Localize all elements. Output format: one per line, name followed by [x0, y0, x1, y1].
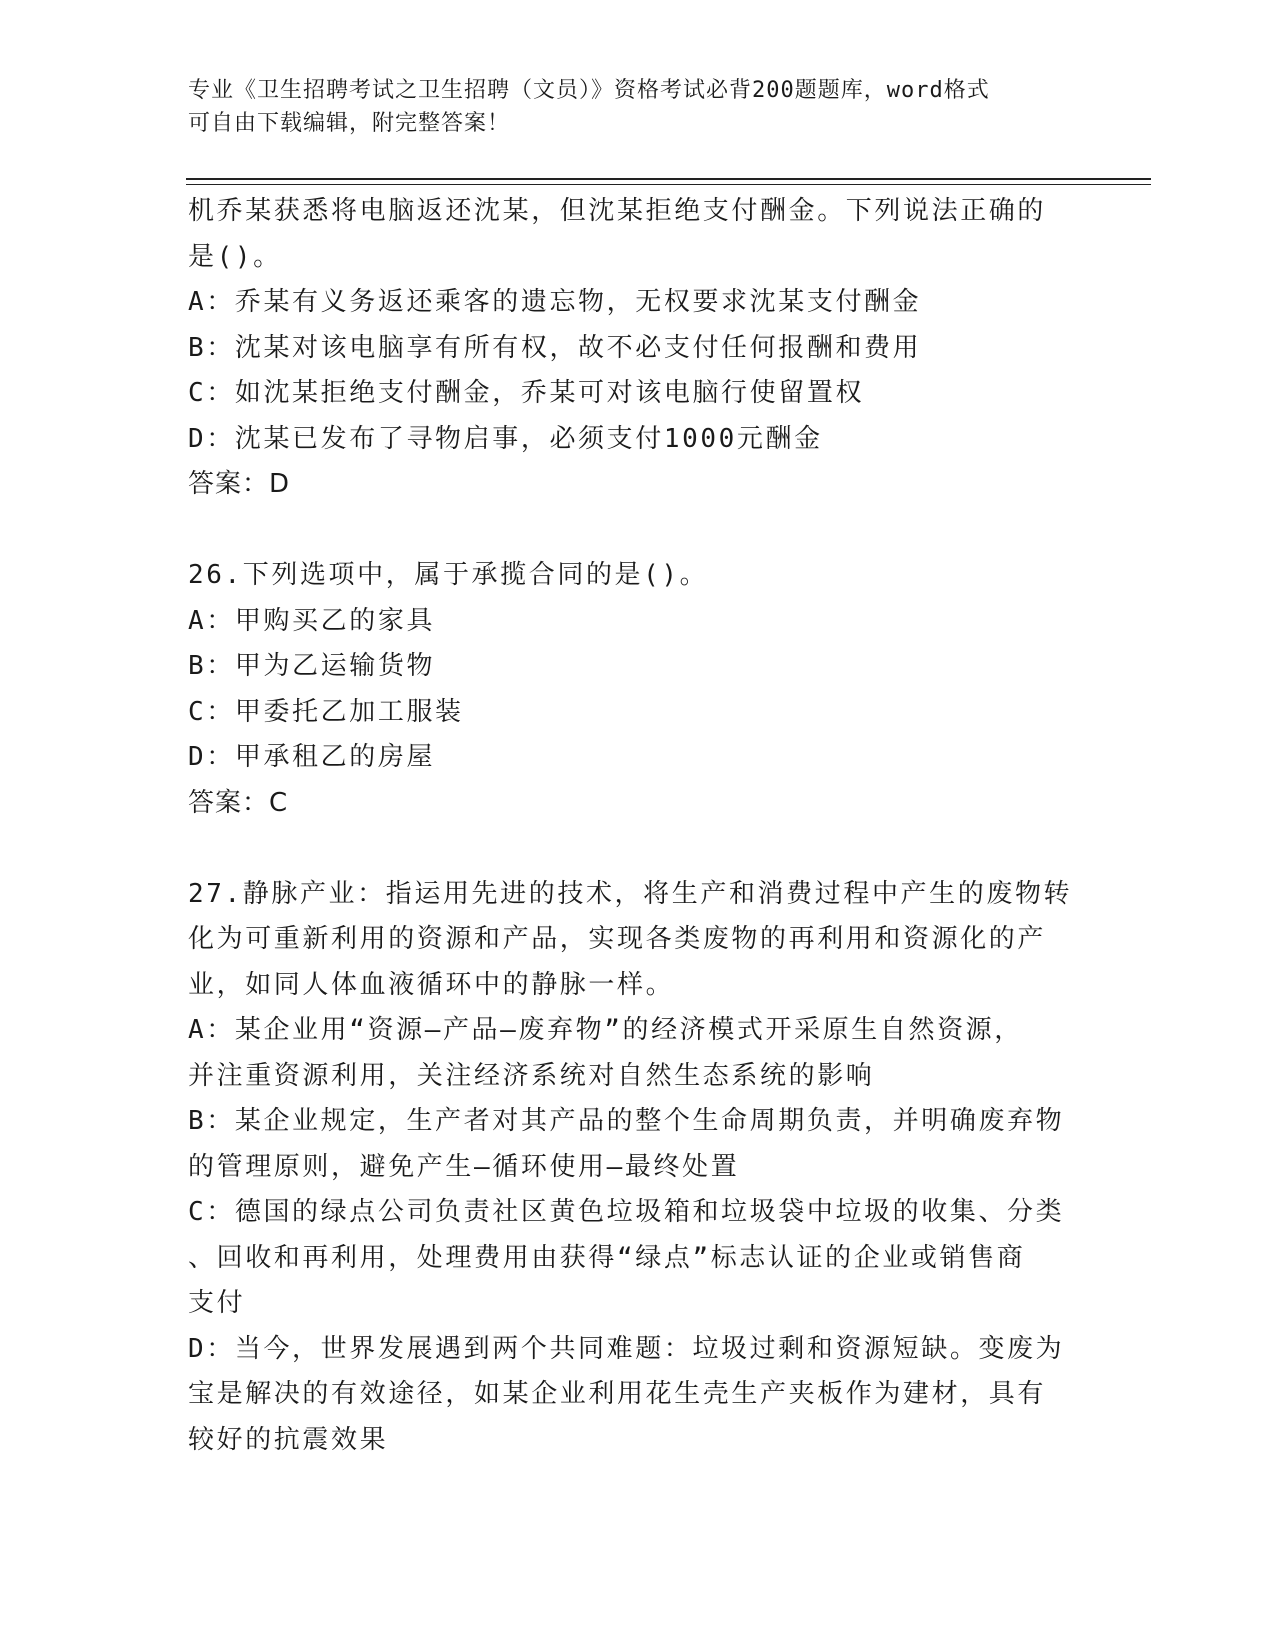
answer: 答案：C [188, 787, 289, 818]
question-25 [188, 189, 1088, 508]
header-line: 专业《卫生招聘考试之卫生招聘（文员）》资格考试必背200题题库，word格式 [188, 78, 990, 103]
option-b: B：某企业规定，生产者对其产品的整个生命周期负责，并明确废弃物 [188, 1106, 1065, 1136]
option-c: C：如沈某拒绝支付酬金，乔某可对该电脑行使留置权 [188, 378, 865, 408]
document-header [188, 74, 1068, 140]
question-27 [188, 872, 1088, 1464]
spacer [188, 826, 1088, 872]
option-a: A：乔某有义务返还乘客的遗忘物，无权要求沈某支付酬金 [188, 287, 922, 317]
header-divider [186, 178, 1151, 180]
option-d-cont: 较好的抗震效果 [188, 1424, 389, 1455]
question-stem: 26.下列选项中，属于承揽合同的是()。 [188, 560, 709, 590]
question-stem: 业，如同人体血液循环中的静脉一样。 [188, 969, 675, 1000]
question-stem: 化为可重新利用的资源和产品，实现各类废物的再利用和资源化的产 [188, 924, 1047, 954]
option-c-cont: 支付 [188, 1288, 246, 1318]
option-a: A：甲购买乙的家具 [188, 605, 436, 636]
question-26 [188, 553, 1088, 826]
question-list [188, 189, 1088, 1463]
option-d: D：甲承租乙的房屋 [188, 742, 436, 772]
question-stem: 27.静脉产业：指运用先进的技术，将生产和消费过程中产生的废物转 [188, 878, 1073, 909]
option-b: B：沈某对该电脑享有所有权，故不必支付任何报酬和费用 [188, 332, 922, 363]
option-d-cont: 宝是解决的有效途径，如某企业利用花生壳生产夹板作为建材，具有 [188, 1379, 1047, 1409]
option-b-cont: 的管理原则，避免产生—循环使用—最终处置 [188, 1151, 740, 1182]
option-a-cont: 并注重资源利用，关注经济系统对自然生态系统的影响 [188, 1060, 875, 1091]
option-d: D：沈某已发布了寻物启事，必须支付1000元酬金 [188, 423, 823, 454]
option-d: D：当今，世界发展遇到两个共同难题：垃圾过剩和资源短缺。变废为 [188, 1333, 1065, 1364]
option-c: C：甲委托乙加工服装 [188, 696, 464, 727]
spacer [188, 508, 1088, 554]
header-line: 可自由下载编辑，附完整答案！ [188, 111, 511, 136]
option-c: C：德国的绿点公司负责社区黄色垃圾箱和垃圾袋中垃圾的收集、分类 [188, 1197, 1065, 1227]
option-b: B：甲为乙运输货物 [188, 651, 436, 681]
option-a: A：某企业用“资源—产品—废弃物”的经济模式开采原生自然资源， [188, 1015, 1023, 1045]
answer: 答案：D [188, 469, 291, 499]
question-stem: 机乔某获悉将电脑返还沈某，但沈某拒绝支付酬金。下列说法正确的 [188, 196, 1047, 226]
option-c-cont: 、回收和再利用，处理费用由获得“绿点”标志认证的企业或销售商 [188, 1242, 1026, 1273]
question-stem: 是()。 [188, 241, 282, 272]
header-divider-thin [186, 184, 1151, 185]
